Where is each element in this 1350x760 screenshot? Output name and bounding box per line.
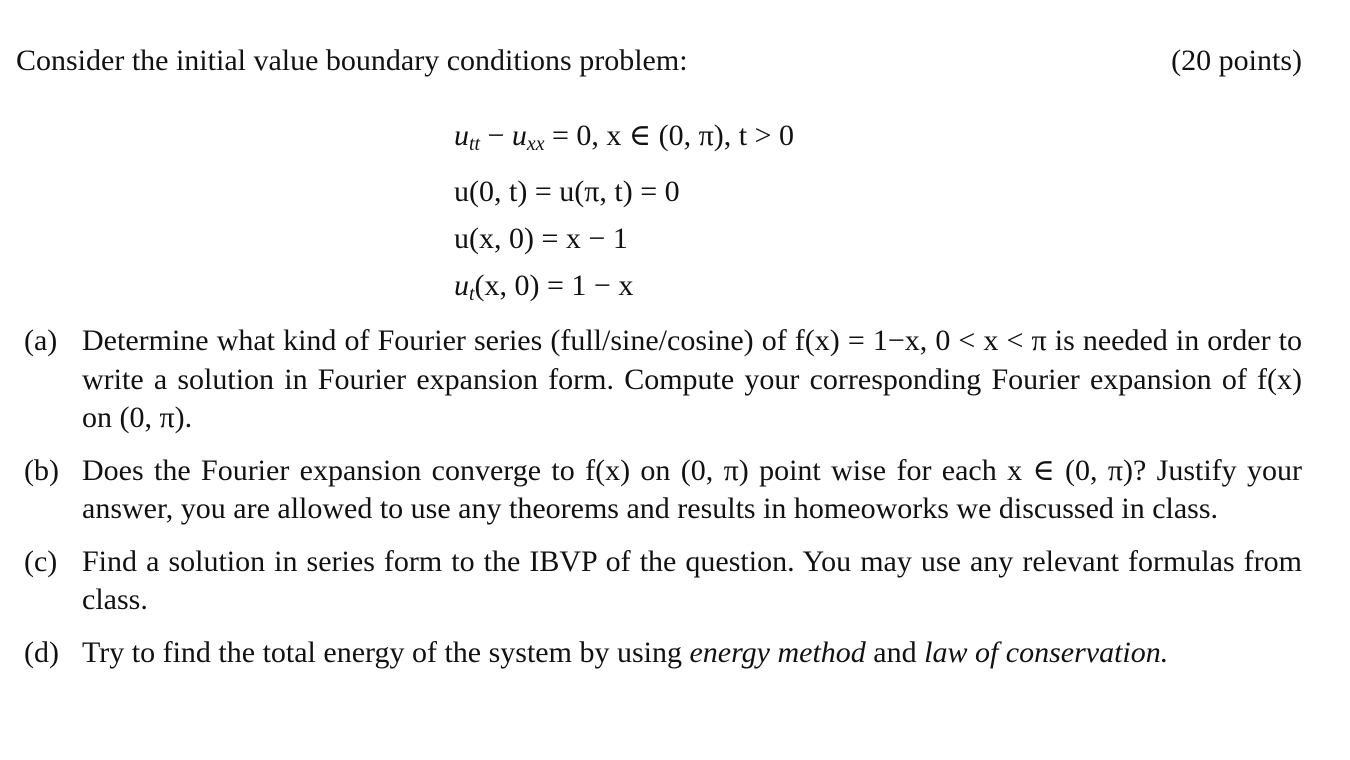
problem-header xyxy=(16,44,1302,78)
conservation-law-term: law of conservation. xyxy=(924,635,1169,669)
part-b-label: (b) xyxy=(24,453,59,487)
part-d-label: (d) xyxy=(24,635,59,669)
points-label: (20 points) xyxy=(1171,44,1302,77)
wave-equation: $u_{tt} - u_{xx} = 0$, x ∈ (0, π), t > 0 xyxy=(454,119,794,155)
part-c-text: Find a solution in series form to the IBVP of the question. You may use any relevant formulas from class. xyxy=(82,544,1302,616)
part-a-label: (a) xyxy=(24,324,58,357)
part-c-label: (c) xyxy=(24,544,58,578)
question-parts xyxy=(24,322,1302,686)
part-a-text: Determine what kind of Fourier series (full/sine/cosine) of f(x) = 1−x, 0 < x < π is needed in order to write a solution in Fourier expansion form. Compute your corresponding Fourier expansion of f(x) on (0, π). xyxy=(82,324,1302,434)
part-b xyxy=(24,452,1302,529)
part-a xyxy=(24,322,1302,438)
part-b-text: Does the Fourier expansion converge to f(x) on (0, π) point wise for each x ∈ (0, π)? Justify your answer, you are allowed to use any theorems and results in homeoworks we discussed in class. xyxy=(82,453,1302,525)
problem-intro: Consider the initial value boundary conditions problem: xyxy=(16,44,688,77)
part-c xyxy=(24,543,1302,620)
equation-block xyxy=(454,112,794,318)
part-d xyxy=(24,634,1302,673)
initial-velocity: $u_t(x$, 0) = 1 − x xyxy=(454,268,634,305)
part-d-text: Try to find the total energy of the system by using energy method and law of conservation. xyxy=(82,635,1169,669)
energy-method-term: energy method xyxy=(689,635,866,669)
boundary-condition: u(0, t) = u(π, t) = 0 xyxy=(454,174,680,208)
initial-displacement: u(x, 0) = x − 1 xyxy=(454,221,628,255)
